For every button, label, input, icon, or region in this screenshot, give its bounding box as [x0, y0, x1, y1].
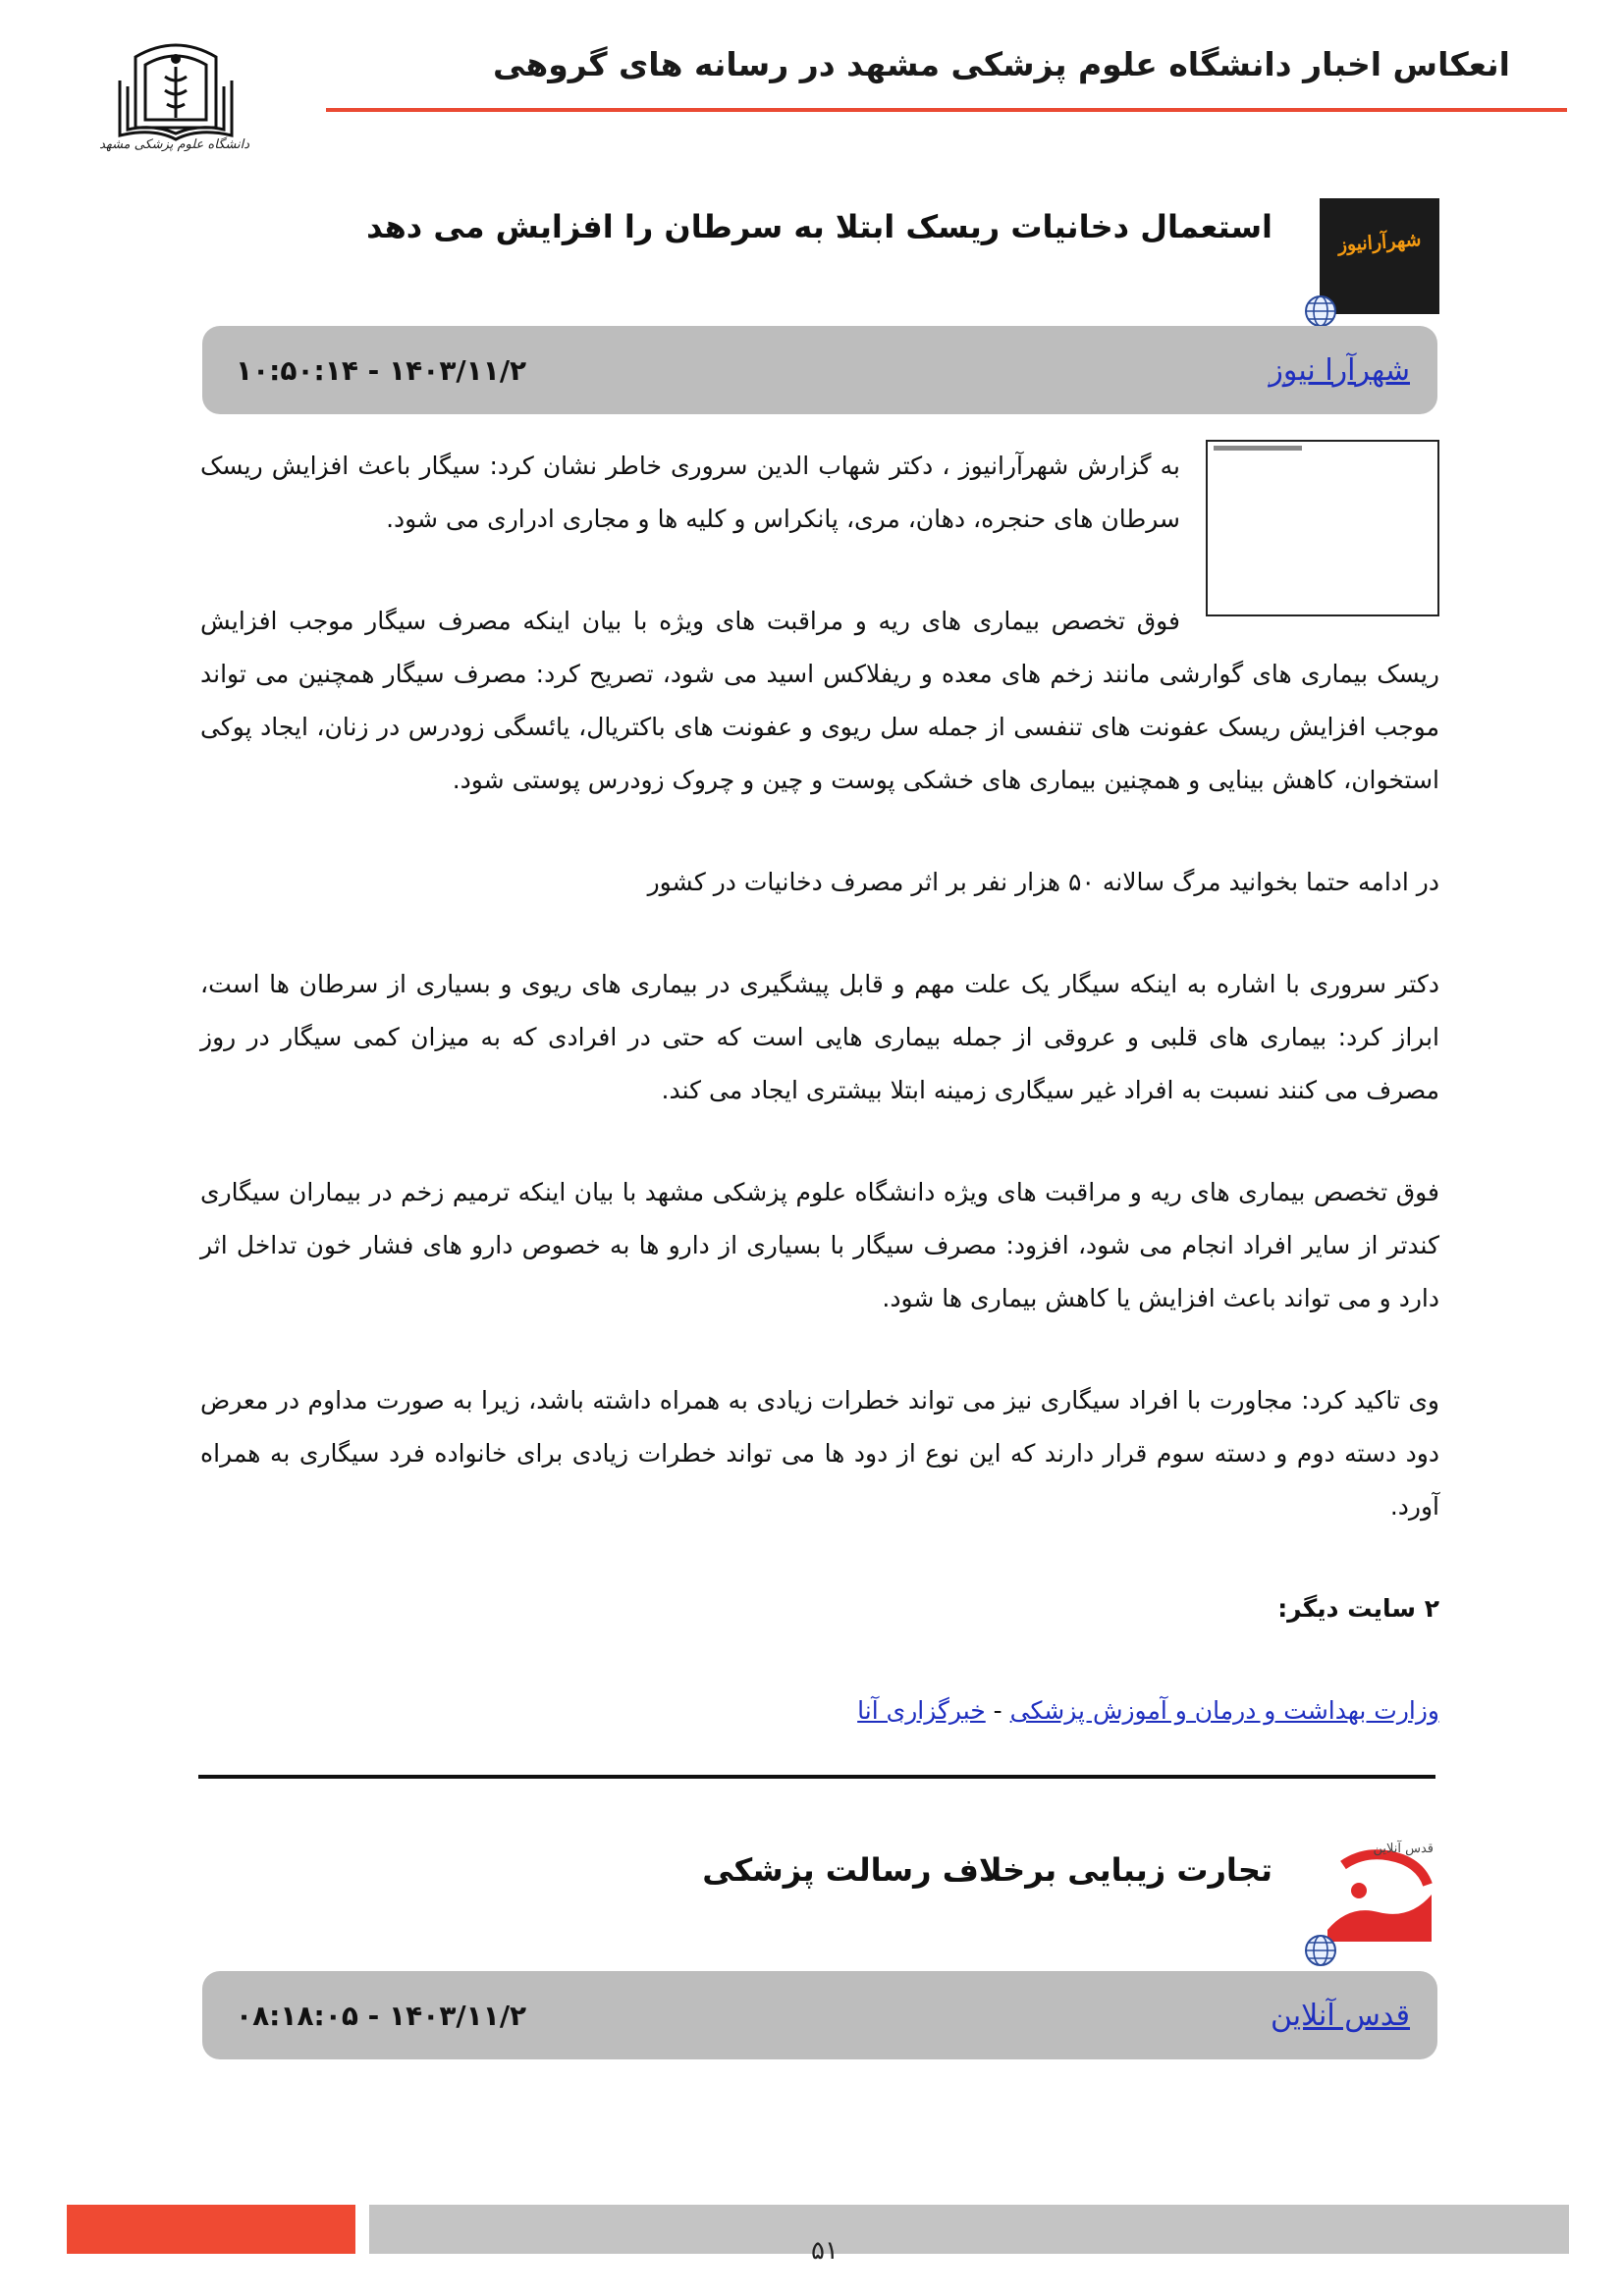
article-paragraph: به گزارش شهرآرانیوز ، دکتر شهاب الدین سروری خاطر نشان کرد: سیگار باعث افزایش ریسک سرطان های حنجره، دهان، مری، پانکراس و کلیه ها و مجاری ادراری می شود. — [200, 452, 1180, 533]
article-paragraph: فوق تخصص بیماری های ریه و مراقبت های ویژه دانشگاه علوم پزشکی مشهد با بیان اینکه ترمیم زخم در بیماران سیگاری کندتر از سایر افراد انجام می شود، افزود: مصرف سیگار با بسیاری از دارو ها به خصوص دارو های فشار خون تداخل اثر دارد و می تواند باعث افزایش یا کاهش بیماری ها شود. — [200, 1178, 1439, 1312]
article-paragraph: فوق تخصص بیماری های ریه و مراقبت های ویژه با بیان اینکه مصرف سیگار موجب افزایش ریسک بیماری های گوارشی مانند زخم های معده و ریفلاکس اسید می شود، تصریح کرد: مصرف سیگار همچنین می تواند موجب افزایش ریسک عفونت های تنفسی از جمله سل ریوی و عفونت های باکتریال، یائسگی زودرس در زنان، ایجاد پوکی استخوان، کاهش بینایی و همچنین بیماری های خشکی پوست و چین و چروک زودرس پوستی شود. — [200, 607, 1439, 794]
publish-datetime: ۰۸:۱۸:۰۵ - ۱۴۰۳/۱۱/۲ — [236, 1999, 527, 2032]
outlet-logo-text: قدس آنلاین — [1373, 1842, 1434, 1856]
other-site-link[interactable]: وزارت بهداشت و درمان و آموزش پزشکی — [1009, 1696, 1439, 1725]
source-link[interactable]: قدس آنلاین — [1270, 1998, 1410, 2033]
footer-accent-bar — [67, 2205, 355, 2254]
page-number: ۵۱ — [811, 2236, 839, 2266]
article-paragraph: وی تاکید کرد: مجاورت با افراد سیگاری نیز می تواند خطرات زیادی به همراه داشته باشد، زیرا به صورت مداوم در معرض دود دسته دوم و دسته سوم قرار دارند که این نوع از دود ها می تواند خطرات زیادی برای خانواده فرد سیگاری به همراه آورد. — [200, 1386, 1439, 1521]
other-sites-separator: - — [993, 1696, 1002, 1725]
globe-icon — [1304, 294, 1337, 328]
header-divider — [326, 108, 1567, 112]
outlet-logo-shahraranews[interactable] — [1320, 198, 1439, 314]
other-sites-list — [200, 1684, 1439, 1737]
footer-bar — [369, 2205, 1569, 2254]
globe-icon — [1304, 1934, 1337, 1967]
outlet-logo-qudsonline[interactable] — [1320, 1836, 1439, 1953]
article-meta-bar — [202, 326, 1437, 414]
publish-datetime: ۱۰:۵۰:۱۴ - ۱۴۰۳/۱۱/۲ — [236, 353, 527, 387]
article-paragraph: دکتر سروری با اشاره به اینکه سیگار یک علت مهم و قابل پیشگیری در بیماری های ریوی و بسیاری از سرطان ها است، ابراز کرد: بیماری های قلبی و عروقی از جمله بیماری هایی است که حتی در افرادی که به میزان کمی سیگار در روز مصرف می کنند نسبت به افراد غیر سیگاری زمینه ابتلا بیشتری ایجاد می کند. — [200, 970, 1439, 1104]
article-body — [200, 440, 1439, 1787]
article-title[interactable]: تجارت زیبایی برخلاف رسالت پزشکی — [702, 1851, 1272, 1889]
outlet-logo-text: شهرآرانیوز — [1336, 229, 1423, 256]
source-link[interactable]: شهرآرا نیوز — [1269, 352, 1410, 388]
page-header-title: انعکاس اخبار دانشگاه علوم پزشکی مشهد در رسانه های گروهی — [493, 45, 1510, 83]
university-logo — [99, 37, 249, 165]
logo-caption: دانشگاه علوم پزشکی مشهد — [99, 137, 249, 152]
article-meta-bar — [202, 1971, 1437, 2059]
other-sites-label: ۲ سایت دیگر: — [1277, 1594, 1439, 1623]
article-title[interactable]: استعمال دخانیات ریسک ابتلا به سرطان را افزایش می دهد — [366, 208, 1272, 245]
other-site-link[interactable]: خبرگزاری آنا — [857, 1696, 986, 1725]
article-separator — [198, 1775, 1435, 1779]
related-read-link[interactable]: در ادامه حتما بخوانید مرگ سالانه ۵۰ هزار نفر بر اثر مصرف دخانیات در کشور — [647, 868, 1439, 896]
article-image-placeholder — [1206, 440, 1439, 616]
